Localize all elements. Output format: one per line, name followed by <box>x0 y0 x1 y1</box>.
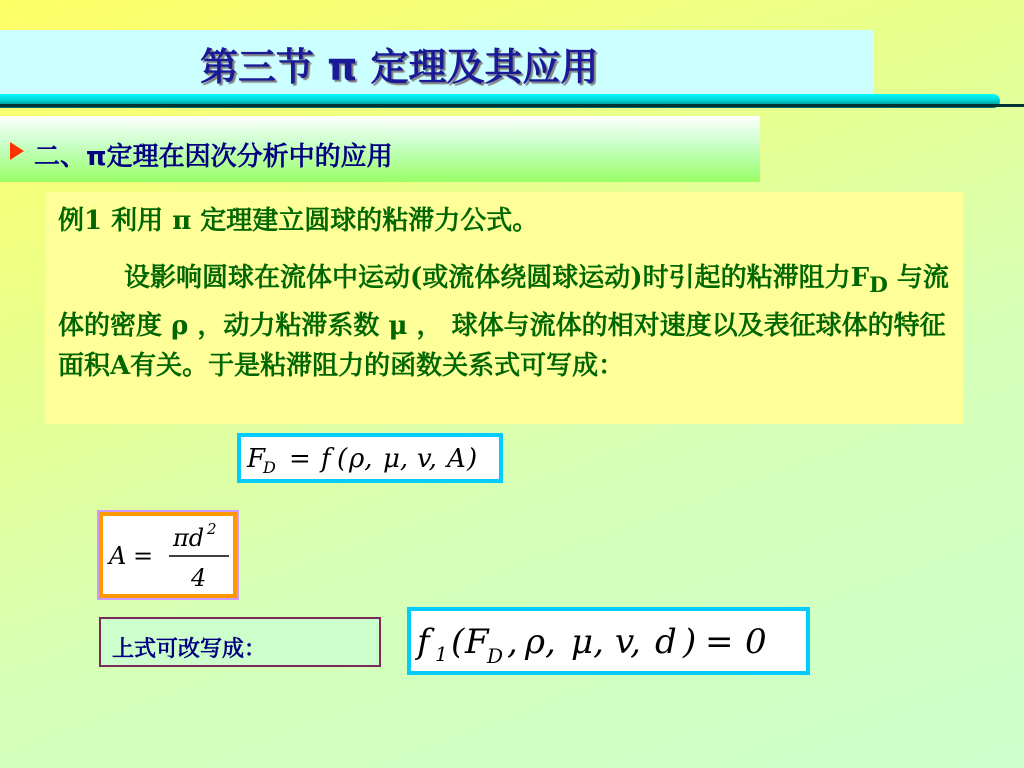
svg-text:(: ( <box>451 622 465 662</box>
svg-text:=: = <box>133 542 154 570</box>
svg-text:D: D <box>487 644 504 668</box>
svg-text:): ) <box>467 444 478 474</box>
arrow-bullet-icon <box>10 142 24 160</box>
svg-text:=: = <box>705 622 734 662</box>
subheading: 二、π定理在因次分析中的应用 <box>34 142 393 172</box>
formula-implicit-svg <box>411 611 806 671</box>
svg-text:f: f <box>321 444 331 474</box>
svg-text:2: 2 <box>207 520 217 538</box>
svg-text:d: d <box>655 622 677 662</box>
svg-text:F: F <box>465 622 489 662</box>
formula-fd-svg <box>241 437 499 479</box>
svg-text:ρ,: ρ, <box>349 444 373 474</box>
formula-implicit <box>411 611 806 671</box>
svg-text:1: 1 <box>435 642 448 666</box>
svg-text:πd: πd <box>173 524 205 552</box>
svg-text:f: f <box>417 622 430 662</box>
svg-text:A: A <box>109 542 127 570</box>
title-underline-shadow <box>0 104 1024 107</box>
formula-implicit-box <box>407 607 810 675</box>
svg-text:v,: v, <box>615 622 641 662</box>
svg-text:D: D <box>263 458 276 477</box>
svg-text:v,: v, <box>417 444 437 474</box>
svg-text:,: , <box>507 622 518 662</box>
rewrite-label: 上式可改写成： <box>112 637 267 662</box>
formula-fd <box>241 437 499 479</box>
svg-text:(: ( <box>337 444 348 474</box>
svg-text:): ) <box>683 622 697 662</box>
svg-text:μ,: μ, <box>383 444 409 474</box>
formula-area-box <box>97 510 239 600</box>
formula-area <box>103 516 233 594</box>
svg-text:4: 4 <box>191 564 207 592</box>
formula-area-svg <box>103 516 233 594</box>
slide-title: 第三节 π 定理及其应用 <box>200 45 599 89</box>
svg-text:μ,: μ, <box>571 622 604 662</box>
svg-text:=: = <box>289 444 311 474</box>
svg-text:F: F <box>247 444 266 474</box>
svg-text:0: 0 <box>745 622 767 662</box>
example-body: 设影响圆球在流体中运动(或流体绕圆球运动)时引起的粘滞阻力$F_D$ 与流体的密度 ρ ，动力粘滞系数 μ ， 球体与流体的相对速度以及表征球体的特征面积A有关。于是粘滞阻力的函数关系式可写成： <box>58 263 949 382</box>
formula-fd-box <box>237 433 503 483</box>
svg-text:A: A <box>447 444 466 474</box>
svg-text:ρ,: ρ, <box>525 622 556 662</box>
example-title: 例1 利用 π 定理建立圆球的粘滞力公式。 <box>58 206 539 236</box>
